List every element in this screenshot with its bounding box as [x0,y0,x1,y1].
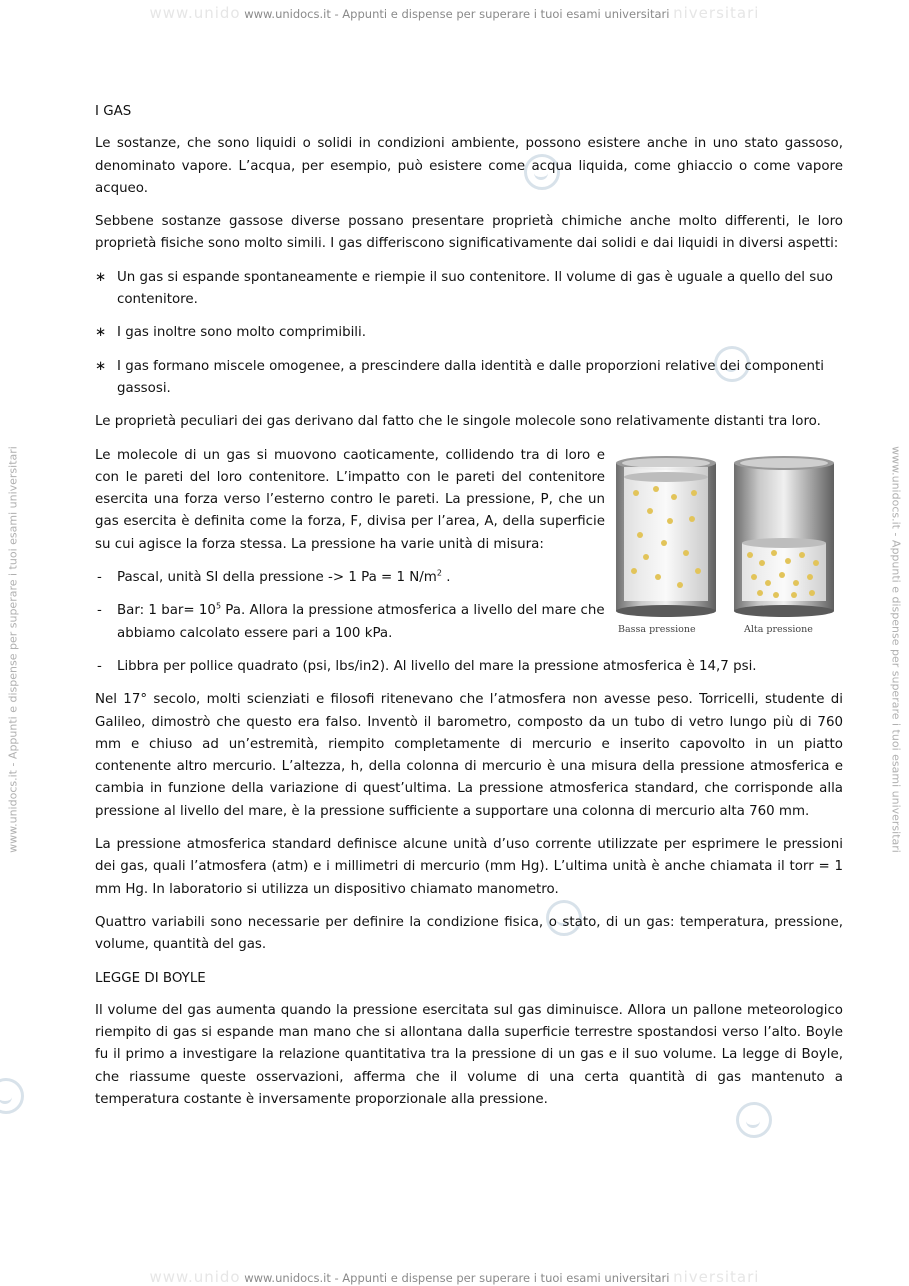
paragraph: Il volume del gas aumenta quando la pressione esercitata sul gas diminuisce. Allora un pallone meteorologico riempito di gas si espande man mano che si allontana dalla superficie terrestre spostandosi verso l’alto. Boyle fu il primo a investigare la relazione quantitativa tra la pressione di un gas e il suo volume. La legge di Boyle, che riassume queste osservazioni, afferma che il volume di una certa quantità di gas mantenuto a temperatura costante è inversamente proporzionale alla pressione. [95,1002,843,1107]
gas-properties-list [95,267,843,400]
watermark-logo-icon [0,1078,24,1114]
list-item-bar: - Bar: 1 $bar= 10^5$ Pa. Allora la pressione atmosferica a livello del mare che abbiamo calcolato essere pari a 100 kPa. [95,600,605,645]
list-item-psi: - Libbra per pollice quadrato (psi, lbs/in2). Al livello del mare la pressione atmosferica è 14,7 psi. [95,656,843,678]
list-item: ∗ I gas formano miscele omogenee, a prescindere dalla identità e dalle proporzioni relative dei componenti gassosi. [95,356,843,401]
pressure-section [95,445,843,645]
banner-text: www.unidocs.it - Appunti e dispense per superare i tuoi esami universitari [244,1271,670,1285]
paragraph: Le molecole di un gas si muovono caoticamente, collidendo tra di loro e con le pareti del loro contenitore. L’impatto con le pareti del contenitore esercita una forza verso l’esterno contro le pareti. La pressione, P, che un gas esercita è definita come la forza, F, divisa per l’area, A, della superficie su cui agisce la forza stessa. La pressione ha varie unità di misura: [95,447,605,552]
pressure-text-column [95,445,605,645]
pressure-units-list [95,567,605,645]
caption-high-pressure: Alta pressione [744,623,813,635]
watermark-side-left: www.unidocs.it - Appunti e dispense per superare i tuoi esami universitari [6,446,20,853]
watermark-side-right: www.unidocs.it - Appunti e dispense per superare i tuoi esami universitari [889,446,903,853]
gas-cylinders-figure [610,453,843,633]
pressure-units-list-cont [95,656,843,678]
paragraph: Le sostanze, che sono liquidi o solidi in condizioni ambiente, possono esistere anche in uno stato gassoso, denominato vapore. L’acqua, per esempio, può esistere come acqua liquida, come ghiaccio o come vapore acqueo. [95,136,843,196]
banner-ghost-right: niversitari [673,4,760,22]
paragraph: Sebbene sostanze gassose diverse possano presentare proprietà chimiche anche molto differenti, le loro proprietà fisiche sono molto simili. I gas differiscono significativamente dai solidi e dai liquidi in diversi aspetti: [95,214,843,252]
list-item-pascal: - Pascal, unità SI della pressione -> 1 Pa = 1 $N/m^2$ . [95,567,605,589]
paragraph: Le proprietà peculiari dei gas derivano dal fatto che le singole molecole sono relativamente distanti tra loro. [95,414,821,430]
paragraph: Quattro variabili sono necessarie per definire la condizione fisica, o stato, di un gas: temperatura, pressione, volume, quantità del gas. [95,914,843,953]
document-body [95,101,843,1122]
banner-ghost-right: niversitari [673,1268,760,1286]
list-item: ∗ Un gas si espande spontaneamente e riempie il suo contenitore. Il volume di gas è uguale a quello del suo contenitore. [95,267,843,312]
paragraph: La pressione atmosferica standard definisce alcune unità d’uso corrente utilizzate per esprimere le pressioni dei gas, quali l’atmosfera (atm) e i millimetri di mercurio (mm Hg). L’ultima unità è anche chiamata il torr = 1 mm Hg. In laboratorio si utilizza un dispositivo chiamato manometro. [95,837,843,897]
list-item: ∗ I gas inoltre sono molto comprimibili. [95,322,843,344]
section-heading-boyle: LEGGE DI BOYLE [95,970,206,986]
watermark-banner-bottom [0,1268,909,1286]
cylinders-illustration [610,453,843,618]
caption-low-pressure: Bassa pressione [618,623,696,635]
banner-ghost-left: www.unido [149,4,241,22]
banner-text: www.unidocs.it - Appunti e dispense per superare i tuoi esami universitari [244,7,670,21]
watermark-banner-top [0,4,909,22]
paragraph: Nel 17° secolo, molti scienziati e filosofi ritenevano che l’atmosfera non avesse peso. Torricelli, studente di Galileo, dimostrò che questo era falso. Inventò il barometro, composto da un tubo di vetro lungo più di 760 mm e chiuso ad un’estremità, riempito completamente di mercurio e inserito capovolto in un piatto contenente altro mercurio. L’altezza, h, della colonna di mercurio è una misura della pressione atmosferica e cambia in funzione della variazione di quest’ultima. La pressione atmosferica standard, che corrisponde alla pressione al livello del mare, è la pressione sufficiente a supportare una colonna di mercurio alta 760 mm. [95,692,843,819]
section-heading-gas: I GAS [95,104,132,119]
banner-ghost-left: www.unido [149,1268,241,1286]
